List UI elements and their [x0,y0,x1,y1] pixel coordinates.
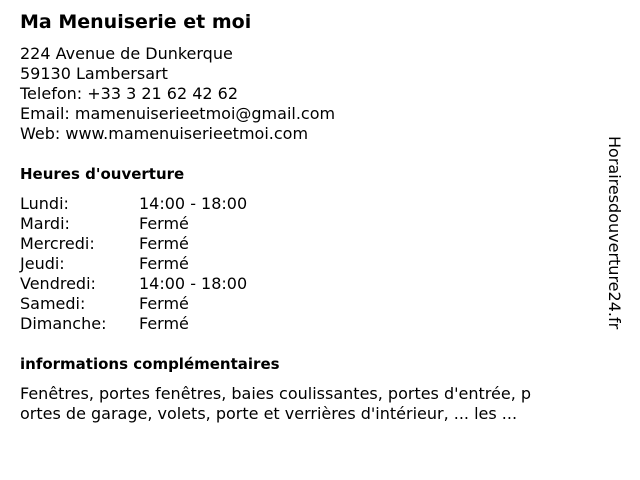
address-city: 59130 Lambersart [20,64,168,83]
additional-info-text [20,384,531,424]
hours-value: Fermé [139,314,189,333]
hours-value: 14:00 - 18:00 [139,274,248,293]
contact-block [20,44,335,144]
additional-info-heading: informations complémentaires [20,355,280,373]
website-line: Web: www.mamenuiserieetmoi.com [20,124,309,143]
hours-value: Fermé [139,294,189,313]
info-line-2: ortes de garage, volets, porte et verrières d'intérieur, ... les ... [20,404,518,423]
day-label: Jeudi: [20,254,65,273]
hours-value: Fermé [139,214,189,233]
day-label: Mardi: [20,214,70,233]
day-label: Dimanche: [20,314,107,333]
hours-row-monday [20,194,320,214]
phone-line: Telefon: +33 3 21 62 42 62 [20,84,239,103]
hours-row-thursday [20,254,320,274]
hours-value: 14:00 - 18:00 [139,194,248,213]
hours-row-friday [20,274,320,294]
hours-row-tuesday [20,214,320,234]
hours-row-saturday [20,294,320,314]
address-street: 224 Avenue de Dunkerque [20,44,233,63]
hours-value: Fermé [139,234,189,253]
info-line-1: Fenêtres, portes fenêtres, baies coulissantes, portes d'entrée, p [20,384,532,403]
hours-value: Fermé [139,254,189,273]
day-label: Vendredi: [20,274,96,293]
business-name: Ma Menuiserie et moi [20,11,252,33]
day-label: Lundi: [20,194,69,213]
day-label: Samedi: [20,294,86,313]
day-label: Mercredi: [20,234,95,253]
hours-row-sunday [20,314,320,334]
hours-row-wednesday [20,234,320,254]
site-watermark: Horairesdouverture24.fr [605,136,624,330]
email-line: Email: mamenuiserieetmoi@gmail.com [20,104,336,123]
opening-hours-heading: Heures d'ouverture [20,165,185,183]
opening-hours-table [20,194,320,334]
